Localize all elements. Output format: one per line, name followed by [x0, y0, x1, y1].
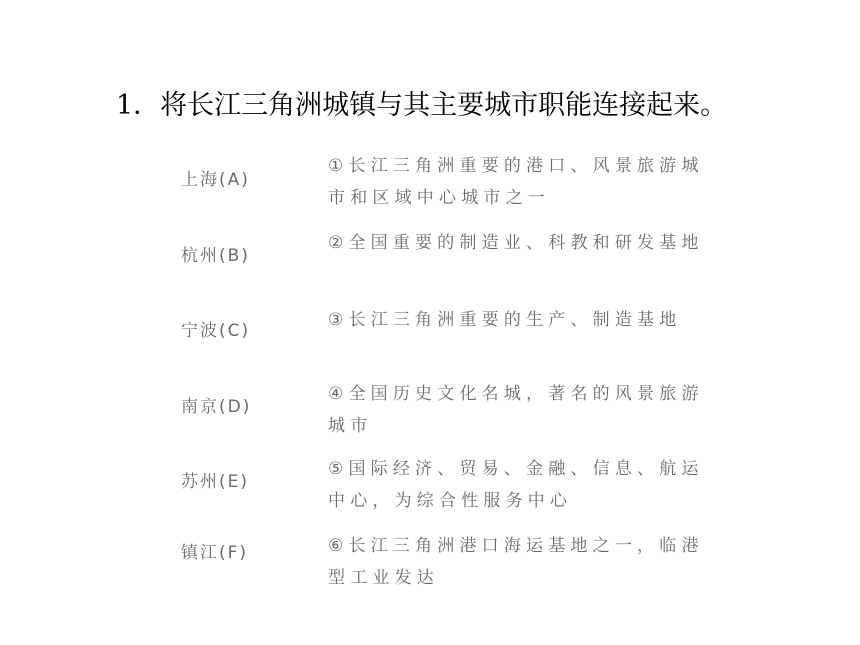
city-label-suzhou: 苏州(E) — [181, 472, 250, 492]
city-label-shanghai: 上海(A) — [181, 170, 250, 190]
city-label-nanjing: 南京(D) — [181, 397, 252, 417]
city-label-hangzhou: 杭州(B) — [181, 246, 250, 266]
function-item-4: ④全国历史文化名城，著名的风景旅游城市 — [328, 384, 704, 436]
city-label-zhenjiang: 镇江(F) — [181, 543, 249, 563]
function-item-5: ⑤国际经济、贸易、金融、信息、航运中心，为综合性服务中心 — [328, 459, 704, 511]
function-item-2: ②全国重要的制造业、科教和研发基地 — [328, 233, 704, 253]
function-item-3: ③长江三角洲重要的生产、制造基地 — [328, 310, 682, 330]
question-title: 1．将长江三角洲城镇与其主要城市职能连接起来。 — [116, 90, 728, 121]
function-item-1: ①长江三角洲重要的港口、风景旅游城市和区域中心城市之一 — [328, 156, 704, 208]
function-item-6: ⑥长江三角洲港口海运基地之一，临港型工业发达 — [328, 536, 704, 588]
city-label-ningbo: 宁波(C) — [181, 321, 251, 341]
